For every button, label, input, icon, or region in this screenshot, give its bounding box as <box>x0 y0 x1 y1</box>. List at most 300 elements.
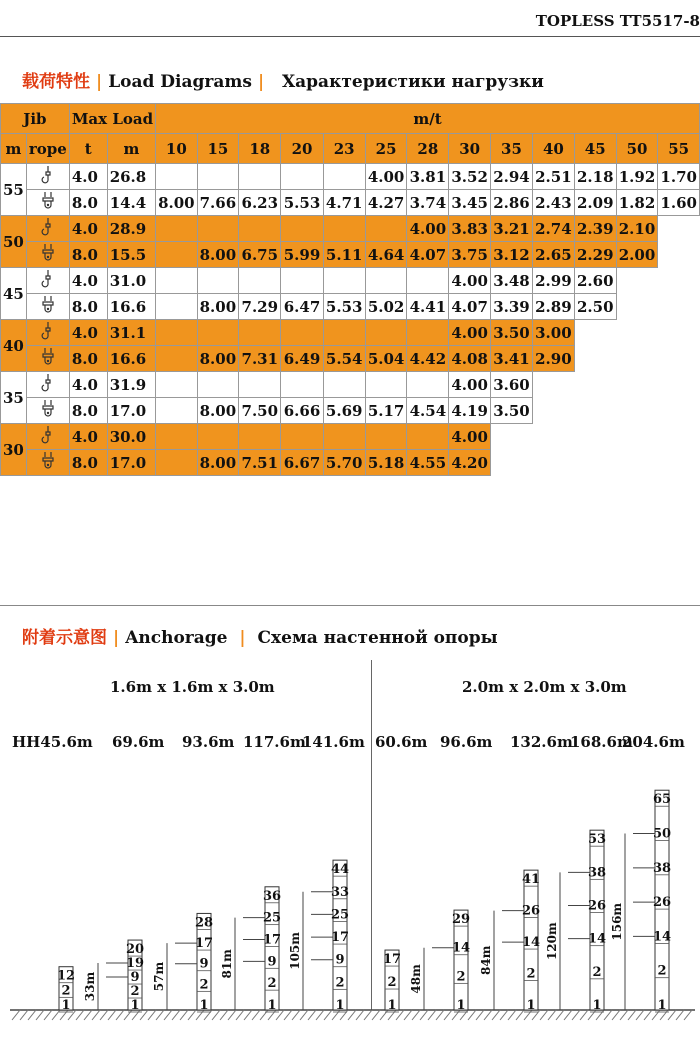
anchor-height-label: 84m <box>479 945 493 976</box>
maxload-m-cell: 28.9 <box>107 216 155 242</box>
mast-section-label: 12 <box>56 968 76 984</box>
mast-section-label: 1 <box>657 998 667 1013</box>
ground-hatch <box>492 1010 500 1020</box>
load-value-cell: 8.00 <box>197 242 239 268</box>
maxload-m-cell: 16.6 <box>107 346 155 372</box>
load-value-cell <box>156 164 198 190</box>
load-value-cell: 4.07 <box>449 294 491 320</box>
ground-hatch <box>156 1010 164 1020</box>
rope-cell <box>26 190 69 216</box>
mast-section-label: 2 <box>61 983 71 999</box>
ground-hatch <box>604 1010 612 1020</box>
load-value-cell: 2.09 <box>574 190 616 216</box>
load-value-cell <box>281 164 323 190</box>
anchor-height-label: 156m <box>610 902 624 941</box>
load-value-cell: 6.47 <box>281 294 323 320</box>
ground-hatch <box>612 1010 620 1020</box>
mast-section-label: 2 <box>130 984 140 1000</box>
maxload-t-cell: 8.0 <box>69 294 107 320</box>
ground-hatch <box>620 1010 628 1020</box>
anchorage-heading <box>22 623 498 648</box>
load-value-cell: 4.55 <box>407 450 449 476</box>
mast-section-label: 2 <box>592 964 602 980</box>
jib-length-cell: 55 <box>1 164 27 216</box>
ground-hatch <box>92 1010 100 1020</box>
ground-hatch <box>572 1010 580 1020</box>
load-value-cell <box>365 320 407 346</box>
load-value-cell: 4.00 <box>449 424 491 450</box>
load-value-cell: 4.07 <box>407 242 449 268</box>
single-hook-icon <box>41 269 55 289</box>
load-value-cell: 3.00 <box>532 320 574 346</box>
load-value-cell <box>239 268 281 294</box>
ground-hatch <box>100 1010 108 1020</box>
rope-cell <box>26 294 69 320</box>
load-value-cell <box>281 372 323 398</box>
ground-hatch <box>300 1010 308 1020</box>
tower-height-label: 141.6m <box>302 733 365 751</box>
table-row <box>1 164 700 190</box>
load-value-cell <box>156 242 198 268</box>
load-value-cell: 1.60 <box>658 190 700 216</box>
load-value-cell <box>616 398 658 424</box>
load-value-cell <box>658 372 700 398</box>
mast-section-label: 14 <box>521 935 541 951</box>
rope-cell <box>26 268 69 294</box>
mast-section-label: 14 <box>587 931 607 947</box>
mast-section-label: 2 <box>335 975 345 991</box>
radius-header: 20 <box>281 134 323 164</box>
tower-height-label: 204.6m <box>622 733 685 751</box>
load-value-cell: 5.18 <box>365 450 407 476</box>
load-value-cell: 5.53 <box>281 190 323 216</box>
load-value-cell <box>616 424 658 450</box>
load-value-cell <box>365 268 407 294</box>
single-hook-icon <box>41 373 55 393</box>
load-table <box>0 103 700 476</box>
radius-header: 55 <box>658 134 700 164</box>
load-value-cell: 5.17 <box>365 398 407 424</box>
load-value-cell <box>532 372 574 398</box>
ground-hatch <box>76 1010 84 1020</box>
ground-hatch <box>188 1010 196 1020</box>
ground-hatch <box>324 1010 332 1020</box>
maxload-t-cell: 4.0 <box>69 320 107 346</box>
load-value-cell: 2.86 <box>491 190 533 216</box>
ground-hatch <box>236 1010 244 1020</box>
load-value-cell <box>323 268 365 294</box>
ground-hatch <box>140 1010 148 1020</box>
load-value-cell: 7.50 <box>239 398 281 424</box>
load-value-cell: 2.65 <box>532 242 574 268</box>
load-value-cell <box>239 424 281 450</box>
tower-diagram <box>0 760 700 1045</box>
single-hook-icon <box>41 321 55 341</box>
load-value-cell: 4.64 <box>365 242 407 268</box>
ground-hatch <box>444 1010 452 1020</box>
load-value-cell: 4.00 <box>449 372 491 398</box>
load-value-cell <box>156 372 198 398</box>
rope-cell <box>26 320 69 346</box>
mast-section-label: 53 <box>587 832 607 848</box>
jib-length-cell: 50 <box>1 216 27 268</box>
right-section-size: 2.0m x 2.0m x 3.0m <box>462 678 627 696</box>
load-value-cell: 8.00 <box>197 294 239 320</box>
load-value-cell: 5.70 <box>323 450 365 476</box>
load-value-cell <box>616 346 658 372</box>
table-row <box>1 320 700 346</box>
title-separator: | <box>257 72 265 92</box>
ground-hatch <box>628 1010 636 1020</box>
load-value-cell <box>323 164 365 190</box>
load-value-cell <box>156 450 198 476</box>
mast-section-label: 9 <box>335 952 345 968</box>
double-hook-icon <box>41 295 55 315</box>
load-value-cell: 5.69 <box>323 398 365 424</box>
load-value-cell <box>658 294 700 320</box>
load-value-cell <box>616 450 658 476</box>
load-value-cell <box>658 216 700 242</box>
mast-section-label: 2 <box>387 975 397 991</box>
ground-hatch <box>52 1010 60 1020</box>
load-value-cell <box>574 346 616 372</box>
load-value-cell: 3.41 <box>491 346 533 372</box>
table-body <box>1 164 700 476</box>
radius-header: 45 <box>574 134 616 164</box>
double-hook-icon <box>41 191 55 211</box>
load-value-cell: 1.82 <box>616 190 658 216</box>
rope-cell <box>26 424 69 450</box>
load-value-cell: 8.00 <box>197 450 239 476</box>
maxload-m-cell: 17.0 <box>107 398 155 424</box>
load-value-cell: 2.43 <box>532 190 574 216</box>
load-value-cell: 3.52 <box>449 164 491 190</box>
load-value-cell: 2.50 <box>574 294 616 320</box>
load-value-cell: 2.39 <box>574 216 616 242</box>
load-value-cell <box>281 424 323 450</box>
ground-hatch <box>228 1010 236 1020</box>
radius-header: 10 <box>156 134 198 164</box>
maxload-header: Max Load <box>69 104 155 134</box>
mast-section-label: 17 <box>330 930 350 946</box>
load-value-cell: 3.12 <box>491 242 533 268</box>
maxload-t-cell: 4.0 <box>69 164 107 190</box>
ground-hatch <box>348 1010 356 1020</box>
maxload-t-cell: 4.0 <box>69 424 107 450</box>
load-value-cell: 6.67 <box>281 450 323 476</box>
table-row <box>1 450 700 476</box>
radius-header: 18 <box>239 134 281 164</box>
ground-hatch <box>252 1010 260 1020</box>
table-row <box>1 346 700 372</box>
ground-hatch <box>20 1010 28 1020</box>
load-value-cell: 2.10 <box>616 216 658 242</box>
mast-section-label: 1 <box>130 998 140 1013</box>
load-value-cell: 6.23 <box>239 190 281 216</box>
ground-hatch <box>684 1010 692 1020</box>
ground-hatch <box>284 1010 292 1020</box>
load-value-cell: 2.29 <box>574 242 616 268</box>
ground-hatch <box>420 1010 428 1020</box>
table-row <box>1 294 700 320</box>
maxload-t-cell: 8.0 <box>69 346 107 372</box>
anchor-height-label: 33m <box>83 971 97 1002</box>
table-row <box>1 242 700 268</box>
mast-section-label: 9 <box>130 970 140 986</box>
ground-hatch <box>516 1010 524 1020</box>
mast-section-label: 19 <box>125 956 145 972</box>
load-value-cell <box>197 268 239 294</box>
radius-header: 28 <box>407 134 449 164</box>
load-value-cell: 4.54 <box>407 398 449 424</box>
load-value-cell <box>491 450 533 476</box>
maxload-t-cell: 8.0 <box>69 398 107 424</box>
single-hook-icon <box>41 165 55 185</box>
load-value-cell: 8.00 <box>197 398 239 424</box>
mast-section-label: 33 <box>330 884 350 900</box>
maxload-m-cell: 30.0 <box>107 424 155 450</box>
ground-hatch <box>116 1010 124 1020</box>
maxload-m-cell: 26.8 <box>107 164 155 190</box>
tower-height-label: 69.6m <box>112 733 165 751</box>
table-row <box>1 268 700 294</box>
load-value-cell: 4.00 <box>365 164 407 190</box>
load-value-cell: 5.11 <box>323 242 365 268</box>
ground-hatch <box>36 1010 44 1020</box>
load-value-cell: 2.94 <box>491 164 533 190</box>
table-row <box>1 216 700 242</box>
mast-section-label: 38 <box>587 865 607 881</box>
mast-section-label: 25 <box>262 910 282 926</box>
table-header-row <box>1 104 700 134</box>
load-value-cell: 4.08 <box>449 346 491 372</box>
mast-section-label: 50 <box>652 826 672 842</box>
title-separator: | <box>113 628 120 648</box>
mast-section-label: 1 <box>387 998 397 1013</box>
load-value-cell <box>574 372 616 398</box>
load-value-cell: 6.66 <box>281 398 323 424</box>
mast-section-label: 20 <box>125 942 145 958</box>
load-value-cell: 3.60 <box>491 372 533 398</box>
table-row <box>1 372 700 398</box>
ground-hatch <box>364 1010 372 1020</box>
load-value-cell <box>281 268 323 294</box>
load-value-cell: 5.02 <box>365 294 407 320</box>
maxload-t-cell: 8.0 <box>69 450 107 476</box>
radius-header: 35 <box>491 134 533 164</box>
anchor-title-cn: 附着示意图 <box>22 628 107 648</box>
load-value-cell <box>658 398 700 424</box>
ground-hatch <box>636 1010 644 1020</box>
radius-header: 50 <box>616 134 658 164</box>
load-value-cell <box>658 268 700 294</box>
load-value-cell <box>616 372 658 398</box>
header-divider <box>0 36 700 37</box>
mast-section-label: 29 <box>451 912 471 928</box>
jib-length-cell: 30 <box>1 424 27 476</box>
load-value-cell <box>407 320 449 346</box>
anchor-height-label: 81m <box>220 949 234 979</box>
ground-hatch <box>428 1010 436 1020</box>
jib-header: Jib <box>1 104 70 134</box>
table-subheader-row <box>1 134 700 164</box>
mast-section-label: 41 <box>521 872 541 888</box>
load-value-cell: 2.89 <box>532 294 574 320</box>
load-value-cell <box>658 450 700 476</box>
load-value-cell: 5.04 <box>365 346 407 372</box>
maxload-m-cell: 17.0 <box>107 450 155 476</box>
load-value-cell: 5.99 <box>281 242 323 268</box>
load-value-cell <box>197 424 239 450</box>
single-hook-icon <box>41 425 55 445</box>
load-value-cell <box>658 320 700 346</box>
model-title: TOPLESS TT5517-8 <box>535 12 700 30</box>
maxload-t-cell: 4.0 <box>69 372 107 398</box>
load-value-cell: 7.51 <box>239 450 281 476</box>
tower-height-label: 93.6m <box>182 733 235 751</box>
load-value-cell: 3.83 <box>449 216 491 242</box>
load-value-cell <box>323 216 365 242</box>
load-value-cell <box>239 164 281 190</box>
load-value-cell <box>156 398 198 424</box>
load-value-cell <box>197 216 239 242</box>
load-value-cell: 1.92 <box>616 164 658 190</box>
load-value-cell: 2.18 <box>574 164 616 190</box>
radius-header: 25 <box>365 134 407 164</box>
maxload-t-cell: 4.0 <box>69 268 107 294</box>
load-value-cell <box>616 294 658 320</box>
tower-mast <box>262 887 282 1010</box>
load-value-cell: 8.00 <box>156 190 198 216</box>
tower-height-label: 60.6m <box>375 733 428 751</box>
load-value-cell: 4.00 <box>449 320 491 346</box>
t-header: t <box>69 134 107 164</box>
load-value-cell <box>323 424 365 450</box>
ground-hatch <box>148 1010 156 1020</box>
load-title-en: Load Diagrams <box>108 72 252 92</box>
load-value-cell <box>281 320 323 346</box>
jib-length-cell: 40 <box>1 320 27 372</box>
mast-section-label: 1 <box>61 998 71 1013</box>
load-value-cell <box>407 372 449 398</box>
ground-hatch <box>212 1010 220 1020</box>
load-value-cell <box>658 346 700 372</box>
mast-section-label: 28 <box>194 915 214 931</box>
load-value-cell: 8.00 <box>197 346 239 372</box>
double-hook-icon <box>41 347 55 367</box>
ground-hatch <box>644 1010 652 1020</box>
mast-section-label: 65 <box>652 792 672 808</box>
maxload-m-cell: 31.9 <box>107 372 155 398</box>
mast-section-label: 17 <box>382 952 402 968</box>
load-value-cell <box>323 320 365 346</box>
load-value-cell: 2.60 <box>574 268 616 294</box>
load-value-cell <box>532 450 574 476</box>
load-value-cell: 3.39 <box>491 294 533 320</box>
radius-header: 15 <box>197 134 239 164</box>
single-hook-icon <box>41 217 55 237</box>
mast-section-label: 26 <box>521 903 541 919</box>
maxload-t-cell: 8.0 <box>69 242 107 268</box>
ground-hatch <box>172 1010 180 1020</box>
section-divider <box>0 605 700 606</box>
jib-length-cell: 45 <box>1 268 27 320</box>
table-row <box>1 424 700 450</box>
load-value-cell: 3.45 <box>449 190 491 216</box>
mast-section-label: 9 <box>267 954 277 970</box>
ground-hatch <box>28 1010 36 1020</box>
load-value-cell <box>239 320 281 346</box>
m-header: m <box>1 134 27 164</box>
maxload-t-cell: 4.0 <box>69 216 107 242</box>
double-hook-icon <box>41 399 55 419</box>
mast-section-label: 17 <box>262 932 282 948</box>
mast-section-label: 1 <box>199 998 209 1013</box>
left-section-size: 1.6m x 1.6m x 3.0m <box>110 678 275 696</box>
mast-section-label: 14 <box>451 940 471 956</box>
load-value-cell: 7.66 <box>197 190 239 216</box>
mast-section-label: 25 <box>330 907 350 923</box>
table-row <box>1 398 700 424</box>
load-value-cell <box>156 216 198 242</box>
maxload-m-cell: 15.5 <box>107 242 155 268</box>
ground-hatch <box>12 1010 20 1020</box>
load-value-cell <box>239 372 281 398</box>
rope-cell <box>26 346 69 372</box>
rope-cell <box>26 398 69 424</box>
mast-section-label: 17 <box>194 936 214 952</box>
ground-hatch <box>564 1010 572 1020</box>
load-value-cell <box>197 320 239 346</box>
radius-header: 40 <box>532 134 574 164</box>
ground-hatch <box>44 1010 52 1020</box>
ground-hatch <box>500 1010 508 1020</box>
load-value-cell <box>574 398 616 424</box>
load-value-cell: 2.74 <box>532 216 574 242</box>
maxload-m-cell: 31.1 <box>107 320 155 346</box>
radius-header: 23 <box>323 134 365 164</box>
ground-hatch <box>108 1010 116 1020</box>
ground-hatch <box>436 1010 444 1020</box>
anchor-height-label: 105m <box>288 932 302 970</box>
load-value-cell: 4.20 <box>449 450 491 476</box>
mast-section-label: 2 <box>657 963 667 979</box>
ground-hatch <box>220 1010 228 1020</box>
load-value-cell <box>156 424 198 450</box>
ground-hatch <box>548 1010 556 1020</box>
mast-section-label: 36 <box>262 888 282 904</box>
ground-hatch <box>484 1010 492 1020</box>
load-value-cell: 3.50 <box>491 398 533 424</box>
load-value-cell <box>156 268 198 294</box>
load-value-cell <box>532 424 574 450</box>
mast-section-label: 1 <box>592 998 602 1013</box>
load-value-cell <box>407 268 449 294</box>
load-value-cell: 3.50 <box>491 320 533 346</box>
ground-hatch <box>356 1010 364 1020</box>
double-hook-icon <box>41 451 55 471</box>
load-value-cell <box>156 346 198 372</box>
mast-section-label: 2 <box>456 969 466 985</box>
load-value-cell <box>156 320 198 346</box>
load-value-cell: 4.42 <box>407 346 449 372</box>
anchor-height-label: 120m <box>545 922 559 961</box>
load-value-cell: 7.29 <box>239 294 281 320</box>
ground-hatch <box>556 1010 564 1020</box>
rope-cell <box>26 216 69 242</box>
anchor-title-en: Anchorage <box>125 628 228 648</box>
load-value-cell: 4.00 <box>449 268 491 294</box>
